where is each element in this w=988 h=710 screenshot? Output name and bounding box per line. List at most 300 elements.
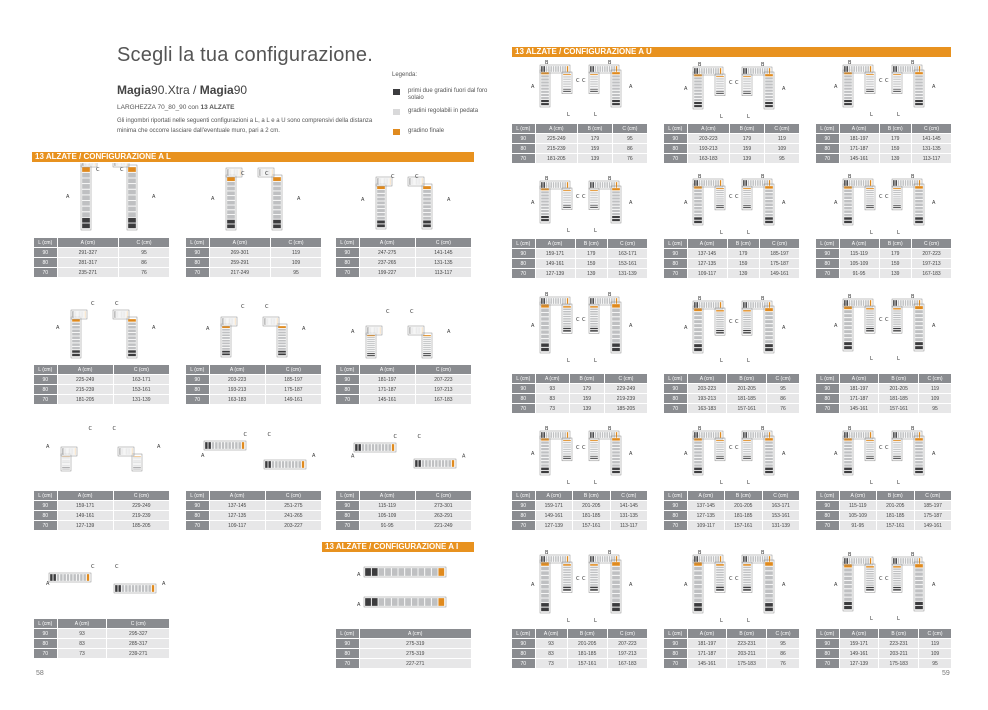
stair-tread — [893, 582, 901, 584]
stair-tread — [612, 219, 620, 221]
stair-tread — [590, 572, 598, 574]
stair-tread — [379, 327, 380, 334]
stair-tread — [765, 438, 773, 441]
stair-tread — [716, 449, 724, 450]
stair-tread — [844, 432, 846, 438]
stair-tread — [743, 323, 751, 325]
column-header: B (cm) — [879, 374, 919, 384]
table-cell: 109 — [919, 394, 952, 404]
table-cell: 193-213 — [687, 144, 730, 154]
table-header-row — [34, 238, 170, 248]
stair-tread — [563, 306, 571, 308]
stair-tread — [752, 302, 754, 308]
stair-tread — [612, 97, 620, 99]
stair-tread — [866, 578, 874, 580]
stair-tread — [385, 444, 388, 451]
stair-tread — [765, 320, 773, 323]
stair-tread — [743, 451, 751, 452]
stair-tread — [133, 459, 141, 460]
stair-tread — [893, 580, 901, 582]
table-cell: 201-205 — [567, 639, 607, 649]
stair-diagram — [527, 290, 637, 364]
stair-tread — [563, 447, 571, 448]
stair-tread — [273, 205, 281, 209]
stair-tread — [83, 163, 84, 166]
stair-tread — [278, 329, 286, 331]
stair-tread — [765, 580, 773, 584]
stair-tread — [367, 347, 375, 348]
stair-tread — [590, 445, 598, 446]
stair-tread — [715, 68, 717, 74]
stair-tread — [703, 302, 705, 308]
column-header: C (cm) — [119, 238, 170, 248]
stair-tread — [378, 598, 384, 606]
table-row — [816, 511, 952, 521]
stair-tread — [132, 448, 133, 455]
stair-tread — [271, 318, 272, 325]
stair-tread — [378, 178, 379, 185]
table-cell: 175-187 — [760, 259, 800, 269]
stair-tread — [844, 66, 846, 72]
column-header: A (cm) — [535, 124, 578, 134]
table-row — [34, 385, 170, 395]
stair-tread — [276, 318, 277, 325]
stair-tread — [590, 442, 598, 443]
table-cell: 91-95 — [839, 521, 876, 531]
stair-diagram — [355, 170, 455, 232]
stair-tread — [564, 66, 566, 72]
stair-tread — [128, 173, 136, 178]
stair-tread — [365, 444, 368, 451]
stair-tread — [70, 574, 73, 581]
stair-tread — [222, 348, 230, 350]
column-header: C (cm) — [608, 239, 648, 249]
table-row — [816, 404, 952, 414]
dimension-label: A — [834, 451, 838, 457]
stair-tread — [381, 178, 382, 185]
legend-label: primi due gradini fuori dal foro solaio — [408, 88, 488, 101]
stair-tread — [602, 556, 604, 562]
section-l-num: 13 ALZATE — [35, 152, 77, 161]
dimension-label: A — [684, 582, 688, 588]
dimension-label: C — [729, 194, 733, 200]
stair-tread — [849, 300, 851, 306]
stair-tread — [227, 210, 235, 214]
table-cell: 179 — [730, 134, 765, 144]
stair-tread — [563, 89, 571, 90]
dimension-label: C — [265, 171, 269, 177]
stair-tread — [541, 330, 549, 334]
table-cell: 229-249 — [113, 501, 169, 511]
stair-diagram — [680, 548, 790, 624]
stair-tread — [563, 311, 571, 313]
column-header: B (cm) — [727, 239, 759, 249]
stair-tread — [851, 432, 853, 438]
stair-tread — [295, 461, 298, 468]
stair-tread — [743, 574, 751, 576]
stair-tread — [612, 194, 620, 196]
stair-tread — [915, 441, 923, 444]
stair-tread — [612, 330, 620, 334]
stair-tread — [227, 205, 235, 209]
stair-tread — [757, 68, 759, 74]
stair-tread — [563, 569, 571, 571]
stair-tread — [844, 78, 852, 80]
stair-tread — [438, 460, 441, 467]
stair-tread — [696, 302, 698, 308]
stair-diagram — [60, 163, 160, 233]
dimension-label: C — [112, 426, 116, 432]
stair-tread — [866, 198, 874, 199]
stair-tread — [273, 186, 281, 190]
stair-tread — [716, 458, 724, 459]
table-row — [816, 144, 952, 154]
dimension-label: L — [594, 358, 597, 364]
stair-tread — [273, 224, 281, 228]
stair-tread — [442, 460, 445, 467]
stair-tread — [590, 311, 598, 313]
dimension-label: A — [211, 196, 215, 202]
dimension-label: B — [698, 426, 702, 432]
table-cell: 159 — [569, 394, 604, 404]
stair-tread — [694, 68, 696, 74]
table-cell: 90 — [816, 134, 839, 144]
stair-tread — [590, 88, 598, 89]
stair-tread — [701, 556, 703, 562]
spec-table — [816, 239, 952, 279]
stair-tread — [590, 199, 598, 200]
table-cell: 90 — [34, 248, 57, 258]
stair-tread — [769, 302, 771, 308]
stair-tread — [750, 432, 752, 438]
stair-tread — [915, 338, 923, 341]
table-row — [816, 639, 952, 649]
stair-tread — [893, 74, 901, 75]
stair-tread — [541, 585, 549, 589]
stair-tread — [893, 66, 895, 72]
stair-tread — [115, 311, 116, 318]
stair-tread — [273, 196, 281, 200]
stair-tread — [844, 585, 852, 589]
stair-tread — [765, 454, 773, 457]
stair-tread — [541, 197, 549, 199]
stair-tread — [423, 217, 431, 220]
stair-tread — [844, 558, 846, 564]
stair-tread — [278, 353, 286, 355]
stair-tread — [866, 188, 874, 189]
stair-tread — [765, 344, 773, 347]
table-cell: 149-161 — [57, 511, 113, 521]
stair-tread — [365, 598, 371, 606]
stair-tread — [915, 314, 923, 317]
stair-tread — [716, 91, 724, 92]
stair-tread — [590, 584, 598, 586]
dimension-label: A — [932, 84, 936, 90]
table-cell: 131-139 — [608, 269, 648, 279]
stair-tread — [893, 326, 901, 328]
stair-tread — [909, 558, 911, 564]
stair-tread — [915, 84, 923, 86]
stair-tread — [694, 80, 702, 82]
stair-tread — [597, 182, 599, 188]
stair-tread — [425, 460, 428, 467]
stair-tread — [612, 580, 620, 584]
stair-tread — [905, 558, 907, 564]
stair-tread — [769, 556, 771, 562]
stair-tread — [912, 66, 914, 72]
stair-tread — [563, 456, 571, 457]
table-cell: 185-197 — [914, 501, 952, 511]
stair-tread — [915, 196, 923, 199]
stair-tread — [743, 582, 751, 584]
stair-tread — [915, 78, 923, 80]
stair-tread — [362, 444, 365, 451]
dimension-label: A — [782, 582, 786, 588]
column-header: L (cm) — [336, 365, 359, 375]
stair-tread — [227, 318, 228, 325]
stair-tread — [915, 589, 923, 593]
stair-tread — [915, 72, 923, 74]
stair-tread — [716, 587, 724, 589]
stair-tread — [266, 318, 267, 325]
table-cell: 175-187 — [265, 385, 321, 395]
stair-tread — [423, 224, 431, 227]
stair-tread — [548, 556, 550, 562]
stair-tread — [743, 83, 751, 84]
dimension-label: B — [848, 294, 852, 300]
stair-tread — [612, 458, 620, 461]
stair-tread — [68, 448, 69, 455]
stair-tread — [563, 582, 571, 584]
dimension-label: A — [782, 200, 786, 206]
stair-tread — [87, 574, 90, 581]
stair-tread — [765, 77, 773, 79]
stair-tread — [916, 300, 918, 306]
stair-tread — [133, 460, 141, 461]
table-cell: 80 — [816, 649, 839, 659]
stair-tread — [866, 444, 874, 445]
stair-tread — [745, 432, 747, 438]
stair-tread — [765, 336, 773, 339]
stair-tread — [606, 298, 608, 304]
stair-tread — [423, 220, 431, 223]
table-cell: 90 — [664, 639, 687, 649]
table-row — [34, 649, 170, 659]
table-cell: 197-213 — [415, 385, 471, 395]
stair-tread — [755, 68, 757, 74]
stair-tread — [377, 197, 385, 200]
stair-tread — [844, 577, 852, 581]
stair-tread — [752, 180, 754, 186]
stair-tread — [590, 449, 598, 450]
stair-tread — [907, 432, 909, 438]
stair-tread — [893, 458, 901, 459]
stair-tread — [292, 461, 295, 468]
stair-tread — [694, 217, 702, 220]
stair-tread — [612, 72, 620, 74]
stair-tread — [915, 214, 923, 217]
stair-tread — [844, 461, 852, 464]
stair-tread — [844, 606, 852, 610]
stair-tread — [567, 66, 569, 72]
stair-tread — [563, 449, 571, 450]
spec-table — [336, 365, 472, 405]
table-row — [34, 629, 170, 639]
stair-tread — [609, 66, 611, 72]
stair-tread — [916, 180, 918, 186]
stair-tread — [893, 321, 901, 323]
stair-tread — [590, 193, 598, 194]
dimension-label: A — [629, 200, 633, 206]
table-cell: 90 — [664, 134, 687, 144]
table-row — [34, 639, 170, 649]
table-cell: 127-139 — [57, 521, 113, 531]
stair-tread — [62, 457, 70, 458]
stair-tread — [452, 460, 455, 467]
stair-tread — [609, 298, 611, 304]
stair-tread — [765, 189, 773, 192]
stair-tread — [716, 321, 724, 323]
stair-tread — [148, 585, 151, 592]
dimension-label: L — [747, 230, 750, 236]
stair-tread — [743, 567, 751, 569]
stair-tread — [866, 194, 874, 195]
dimension-label: C — [115, 564, 119, 570]
stair-tread — [597, 66, 599, 72]
stair-tread — [235, 318, 236, 325]
stair-tread — [743, 319, 751, 321]
stair-tread — [716, 88, 724, 89]
stair-tread — [270, 318, 271, 325]
table-cell: 149-161 — [265, 395, 321, 405]
stair-tread — [902, 558, 904, 564]
stair-tread — [900, 300, 902, 306]
dimension-label: A — [834, 200, 838, 206]
table-row — [512, 649, 648, 659]
stair-tread — [82, 206, 90, 211]
table-cell: 241-265 — [265, 511, 321, 521]
stair-tread — [915, 306, 923, 309]
dimension-label: A — [152, 194, 156, 200]
stair-tread — [541, 298, 543, 304]
stair-tread — [769, 180, 771, 186]
stair-tread — [421, 327, 422, 334]
table-cell: 181-197 — [359, 375, 415, 385]
dimension-label: A — [302, 326, 306, 332]
stair-tread — [893, 456, 901, 457]
stair-tread — [590, 582, 598, 584]
stair-tread — [898, 300, 900, 306]
stair-tread — [550, 66, 552, 72]
stair-tread — [844, 310, 852, 313]
stair-tread — [80, 311, 81, 318]
stair-tread — [694, 448, 702, 451]
table-cell: 80 — [34, 511, 57, 521]
dimension-label: L — [594, 480, 597, 486]
stair-tread — [541, 91, 549, 93]
stair-tread — [612, 589, 620, 593]
table-cell: 95 — [767, 384, 800, 394]
dimension-label: B — [761, 62, 765, 68]
stair-tread — [417, 327, 418, 334]
stair-tread — [915, 103, 923, 105]
stair-tread — [915, 189, 923, 192]
table-cell: 157-161 — [879, 404, 919, 414]
stair-tread — [866, 458, 874, 459]
stair-tread — [915, 217, 923, 220]
stair-tread — [550, 556, 552, 562]
stair-tread — [694, 438, 702, 441]
stair-tread — [916, 66, 918, 72]
stair-tread — [62, 464, 70, 465]
table-cell: 159 — [578, 144, 613, 154]
stair-tread — [866, 442, 874, 443]
table-cell: 70 — [34, 395, 57, 405]
stair-tread — [225, 442, 228, 449]
table-cell: 109-117 — [687, 521, 724, 531]
stair-tread — [234, 169, 235, 176]
dimension-label: C — [241, 304, 245, 310]
stair-tread — [590, 74, 598, 75]
stair-tread — [765, 585, 773, 589]
stair-tread — [278, 337, 286, 339]
stair-tread — [541, 576, 549, 580]
stair-tread — [717, 180, 719, 186]
stair-tread — [915, 330, 923, 333]
table-cell: 179 — [727, 249, 759, 259]
stair-tread — [915, 461, 923, 464]
stair-tread — [377, 178, 378, 185]
stair-tread — [716, 323, 724, 325]
column-header: A (cm) — [209, 238, 271, 248]
dimension-label: C — [879, 317, 883, 323]
stair-tread — [590, 313, 598, 315]
stair-tread — [916, 558, 918, 564]
stair-tread — [866, 205, 874, 206]
stair-tread — [759, 432, 761, 438]
stair-tread — [694, 308, 702, 311]
table-header-row — [664, 374, 800, 384]
column-header: C (cm) — [912, 239, 952, 249]
stair-tread — [611, 182, 613, 188]
stair-tread — [694, 186, 702, 189]
stair-tread — [368, 444, 371, 451]
stair-tread — [765, 441, 773, 444]
dimension-label: C — [91, 301, 95, 307]
dimension-label: A — [46, 581, 50, 587]
stair-tread — [563, 458, 571, 459]
stair-tread — [128, 184, 136, 189]
stair-tread — [612, 326, 620, 330]
stair-tread — [590, 569, 598, 571]
stair-tread — [694, 594, 702, 598]
column-header: A (cm) — [839, 491, 876, 501]
dimension-label: C — [115, 301, 119, 307]
stair-tread — [367, 343, 375, 344]
table-cell: 159 — [727, 259, 759, 269]
stair-tread — [893, 323, 901, 325]
column-header: L (cm) — [664, 491, 687, 501]
table-row — [336, 395, 472, 405]
table-cell: 175-187 — [914, 511, 952, 521]
stair-tread — [716, 444, 724, 445]
stair-tread — [84, 311, 85, 318]
stair-tread — [762, 180, 764, 186]
stair-tread — [227, 215, 235, 219]
stair-tread — [382, 444, 385, 451]
table-cell: 119 — [919, 384, 952, 394]
stair-tread — [703, 68, 705, 74]
